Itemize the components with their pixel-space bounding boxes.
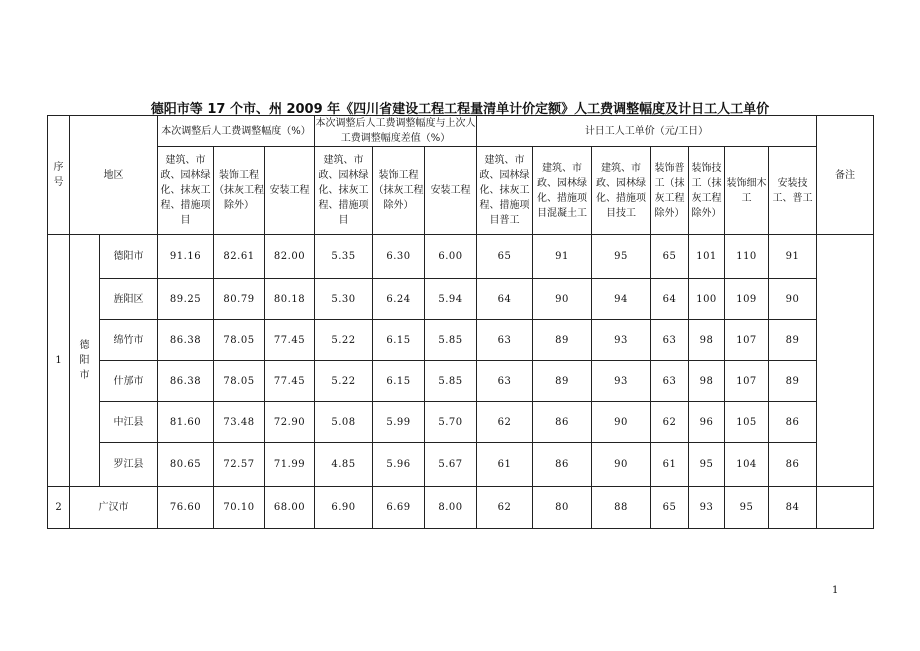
value-cell: 5.22 <box>315 320 373 361</box>
value-cell: 95 <box>725 487 769 529</box>
group3-header: 计日工人工单价（元/工日） <box>477 116 817 147</box>
value-cell: 6.15 <box>373 361 425 402</box>
value-cell: 65 <box>477 235 533 279</box>
area-cell: 什邡市 <box>100 361 158 402</box>
area-cell: 罗江县 <box>100 443 158 487</box>
value-cell: 5.22 <box>315 361 373 402</box>
seq-header: 序 号 <box>48 116 70 235</box>
area-cell: 旌阳区 <box>100 279 158 320</box>
remarks-cell <box>817 487 874 529</box>
value-cell: 84 <box>769 487 817 529</box>
value-cell: 72.57 <box>214 443 265 487</box>
value-cell: 98 <box>689 361 725 402</box>
value-cell: 91 <box>769 235 817 279</box>
value-cell: 89 <box>533 361 592 402</box>
table-row <box>48 235 874 279</box>
area-cell: 中江县 <box>100 402 158 443</box>
value-cell: 62 <box>651 402 689 443</box>
value-cell: 5.08 <box>315 402 373 443</box>
rate-table <box>47 115 874 529</box>
area-cell: 广汉市 <box>70 487 158 529</box>
value-cell: 82.00 <box>265 235 315 279</box>
value-cell: 86.38 <box>158 320 214 361</box>
value-cell: 91 <box>533 235 592 279</box>
group2-header: 本次调整后人工费调整幅度与上次人工费调整幅度差值（%） <box>315 116 477 147</box>
city-group-cell: 德 阳 市 <box>70 235 100 487</box>
table-row <box>48 487 874 529</box>
value-cell: 64 <box>477 279 533 320</box>
value-cell: 6.00 <box>425 235 477 279</box>
value-cell: 86.38 <box>158 361 214 402</box>
table-row <box>48 402 874 443</box>
value-cell: 88 <box>592 487 651 529</box>
value-cell: 89.25 <box>158 279 214 320</box>
remarks-cell <box>817 235 874 487</box>
col-header: 安装工程 <box>265 147 315 235</box>
value-cell: 64 <box>651 279 689 320</box>
value-cell: 80.79 <box>214 279 265 320</box>
value-cell: 5.35 <box>315 235 373 279</box>
value-cell: 89 <box>533 320 592 361</box>
remarks-header: 备注 <box>817 116 874 235</box>
value-cell: 90 <box>592 443 651 487</box>
value-cell: 90 <box>533 279 592 320</box>
value-cell: 4.85 <box>315 443 373 487</box>
value-cell: 5.67 <box>425 443 477 487</box>
value-cell: 86 <box>533 402 592 443</box>
col-header: 装饰技工（抹灰工程除外） <box>689 147 725 235</box>
area-cell: 绵竹市 <box>100 320 158 361</box>
col-header: 建筑、市政、园林绿化、抹灰工程、措施项目 <box>158 147 214 235</box>
value-cell: 61 <box>651 443 689 487</box>
value-cell: 93 <box>592 320 651 361</box>
value-cell: 81.60 <box>158 402 214 443</box>
value-cell: 80.65 <box>158 443 214 487</box>
value-cell: 6.69 <box>373 487 425 529</box>
value-cell: 62 <box>477 487 533 529</box>
value-cell: 71.99 <box>265 443 315 487</box>
col-header: 装饰普工（抹灰工程除外） <box>651 147 689 235</box>
value-cell: 61 <box>477 443 533 487</box>
value-cell: 80.18 <box>265 279 315 320</box>
value-cell: 98 <box>689 320 725 361</box>
value-cell: 93 <box>689 487 725 529</box>
value-cell: 93 <box>592 361 651 402</box>
region-header: 地区 <box>70 116 158 235</box>
value-cell: 5.96 <box>373 443 425 487</box>
value-cell: 65 <box>651 487 689 529</box>
value-cell: 105 <box>725 402 769 443</box>
col-header: 建筑、市政、园林绿化、措施项目技工 <box>592 147 651 235</box>
value-cell: 5.85 <box>425 320 477 361</box>
value-cell: 8.00 <box>425 487 477 529</box>
col-header: 装饰工程（抹灰工程除外） <box>373 147 425 235</box>
col-header: 装饰细木工 <box>725 147 769 235</box>
value-cell: 96 <box>689 402 725 443</box>
value-cell: 82.61 <box>214 235 265 279</box>
value-cell: 94 <box>592 279 651 320</box>
col-header: 安装技工、普工 <box>769 147 817 235</box>
value-cell: 73.48 <box>214 402 265 443</box>
value-cell: 6.30 <box>373 235 425 279</box>
value-cell: 86 <box>769 443 817 487</box>
value-cell: 78.05 <box>214 320 265 361</box>
value-cell: 5.70 <box>425 402 477 443</box>
value-cell: 80 <box>533 487 592 529</box>
col-header: 装饰工程（抹灰工程除外） <box>214 147 265 235</box>
value-cell: 95 <box>592 235 651 279</box>
value-cell: 100 <box>689 279 725 320</box>
table-row <box>48 279 874 320</box>
value-cell: 72.90 <box>265 402 315 443</box>
value-cell: 110 <box>725 235 769 279</box>
value-cell: 70.10 <box>214 487 265 529</box>
value-cell: 63 <box>477 320 533 361</box>
area-cell: 德阳市 <box>100 235 158 279</box>
col-header: 安装工程 <box>425 147 477 235</box>
value-cell: 63 <box>651 320 689 361</box>
value-cell: 5.94 <box>425 279 477 320</box>
value-cell: 107 <box>725 320 769 361</box>
value-cell: 86 <box>533 443 592 487</box>
value-cell: 63 <box>477 361 533 402</box>
value-cell: 77.45 <box>265 361 315 402</box>
value-cell: 77.45 <box>265 320 315 361</box>
value-cell: 107 <box>725 361 769 402</box>
value-cell: 5.99 <box>373 402 425 443</box>
value-cell: 68.00 <box>265 487 315 529</box>
value-cell: 78.05 <box>214 361 265 402</box>
seq-cell: 2 <box>48 487 70 529</box>
table-title: 德阳市等 17 个市、州 2009 年《四川省建设工程工程量清单计价定额》人工费调整幅度及计日工人工单价 <box>150 102 770 117</box>
value-cell: 95 <box>689 443 725 487</box>
value-cell: 6.90 <box>315 487 373 529</box>
seq-cell: 1 <box>48 235 70 487</box>
col-header: 建筑、市政、园林绿化、抹灰工程、措施项目 <box>315 147 373 235</box>
value-cell: 5.30 <box>315 279 373 320</box>
value-cell: 104 <box>725 443 769 487</box>
value-cell: 101 <box>689 235 725 279</box>
value-cell: 6.24 <box>373 279 425 320</box>
value-cell: 86 <box>769 402 817 443</box>
value-cell: 63 <box>651 361 689 402</box>
value-cell: 5.85 <box>425 361 477 402</box>
group1-header: 本次调整后人工费调整幅度（%） <box>158 116 315 147</box>
table-row <box>48 361 874 402</box>
value-cell: 76.60 <box>158 487 214 529</box>
col-header: 建筑、市政、园林绿化、抹灰工程、措施项目普工 <box>477 147 533 235</box>
value-cell: 62 <box>477 402 533 443</box>
value-cell: 6.15 <box>373 320 425 361</box>
table-row <box>48 320 874 361</box>
header-row-2 <box>48 147 874 235</box>
value-cell: 90 <box>592 402 651 443</box>
value-cell: 91.16 <box>158 235 214 279</box>
table-row <box>48 443 874 487</box>
value-cell: 109 <box>725 279 769 320</box>
header-row-1 <box>48 116 874 147</box>
page-number: 1 <box>832 585 839 596</box>
value-cell: 89 <box>769 361 817 402</box>
col-header: 建筑、市政、园林绿化、措施项目混凝土工 <box>533 147 592 235</box>
value-cell: 89 <box>769 320 817 361</box>
value-cell: 65 <box>651 235 689 279</box>
value-cell: 90 <box>769 279 817 320</box>
